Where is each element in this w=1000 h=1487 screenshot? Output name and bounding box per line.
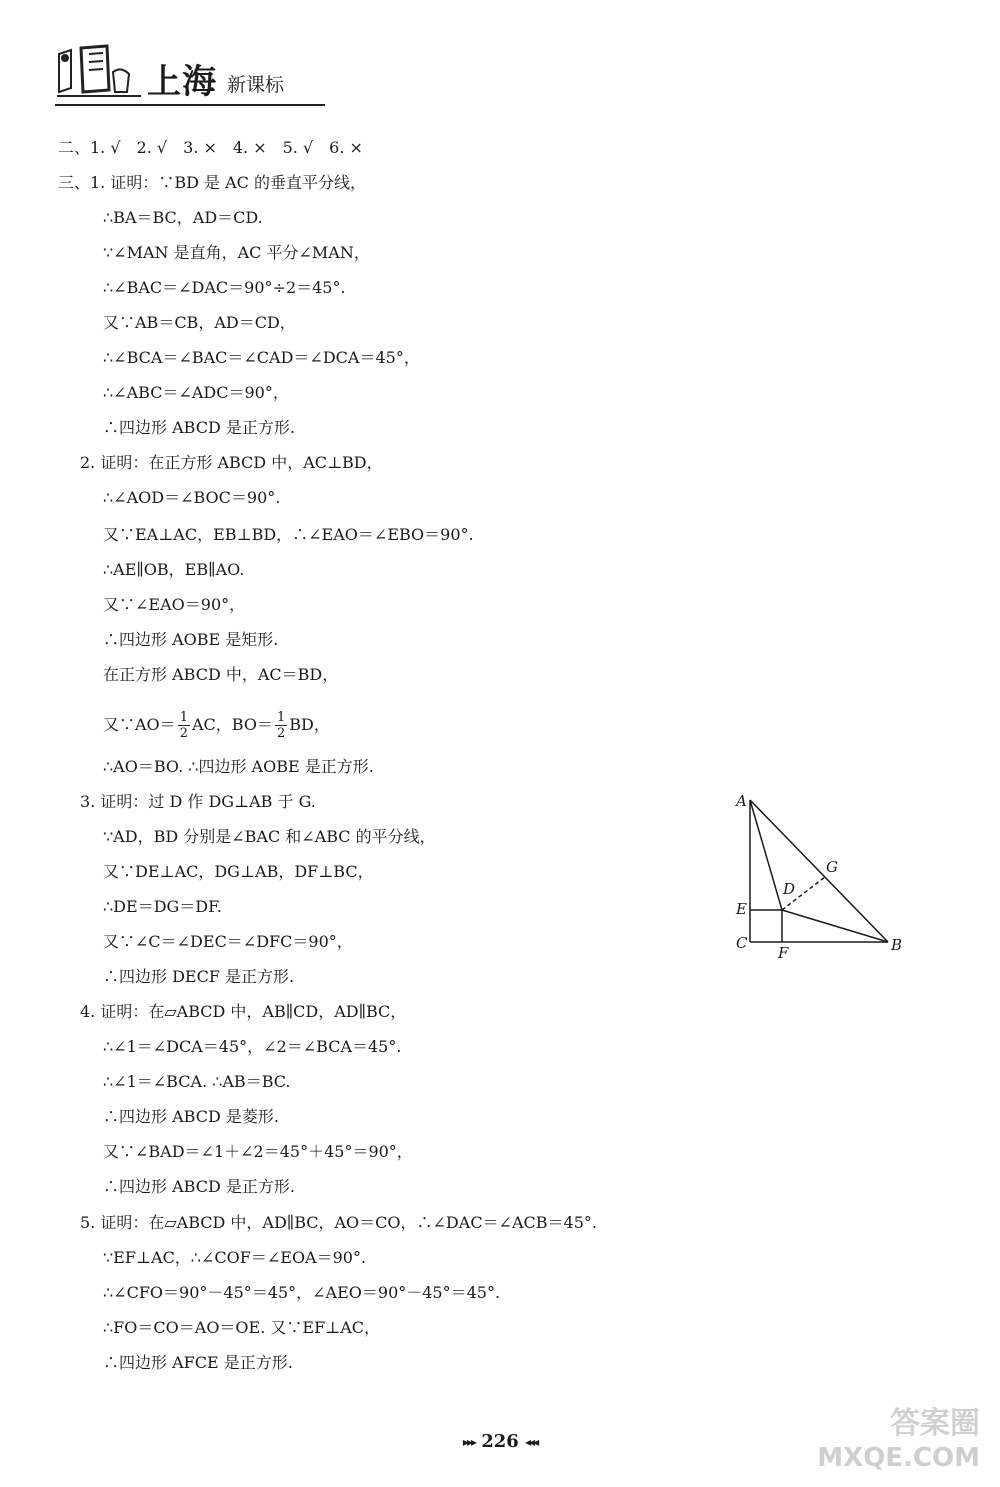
q1-line-4: ∴∠BAC＝∠DAC＝90°÷2＝45°.: [103, 278, 346, 297]
q2-line-8: [103, 706, 330, 744]
q3-line-3: 又∵DE⊥AC，DG⊥AB，DF⊥BC，: [103, 862, 374, 881]
triangle-geometry-figure: [730, 790, 910, 960]
q2-line-7: 在正方形 ABCD 中，AC＝BD，: [103, 665, 339, 684]
label-G: G: [826, 858, 838, 876]
q2-line-5: 又∵∠EAO＝90°，: [103, 595, 246, 614]
q5-line-3: ∴∠CFO＝90°－45°＝45°，∠AEO＝90°－45°＝45°.: [103, 1283, 501, 1302]
label-C: C: [736, 934, 748, 952]
label-B: B: [891, 936, 903, 954]
label-D: D: [783, 880, 796, 898]
q3-line-4: ∴DE＝DG＝DF.: [103, 897, 222, 916]
fraction-denominator: 2: [276, 726, 286, 741]
fraction-denominator: 2: [179, 726, 188, 741]
fraction-numerator: 1: [276, 710, 286, 725]
q5-line-4: ∴FO＝CO＝AO＝OE. 又∵EF⊥AC，: [103, 1318, 381, 1337]
q1-line-1: 三、1. 证明：∵BD 是 AC 的垂直平分线，: [58, 173, 366, 192]
label-F: F: [778, 944, 789, 960]
arrow-right-icon: ▸▸▸: [462, 1435, 475, 1449]
q3-line-2: ∵AD，BD 分别是∠BAC 和∠ABC 的平分线，: [103, 827, 436, 846]
q2-line-4: ∴AE∥OB，EB∥AO.: [103, 560, 245, 579]
reading-figure-icon: [55, 44, 145, 100]
q2-line-1: 2. 证明：在正方形 ABCD 中，AC⊥BD，: [80, 453, 383, 472]
q3-line-6: ∴四边形 DECF 是正方形.: [103, 967, 295, 986]
section2-answers: 二、1. √ 2. √ 3. × 4. × 5. √ 6. ×: [58, 138, 363, 157]
label-E: E: [736, 900, 747, 918]
q2-line-8-part-a: 又∵AO＝: [103, 715, 176, 734]
q1-line-6: ∴∠BCA＝∠BAC＝∠CAD＝∠DCA＝45°，: [103, 348, 420, 367]
watermark-url: MXQE.COM: [817, 1443, 980, 1473]
brand-subtitle: 新课标: [227, 74, 285, 96]
q4-line-4: ∴四边形 ABCD 是菱形.: [103, 1107, 279, 1126]
q2-line-2: ∴∠AOD＝∠BOC＝90°.: [103, 488, 281, 507]
q1-line-3: ∵∠MAN 是直角，AC 平分∠MAN，: [103, 243, 370, 262]
label-A: A: [736, 792, 747, 810]
fraction-numerator: 1: [179, 710, 188, 725]
brand-title: 上海: [147, 62, 217, 102]
page-header: [55, 40, 325, 110]
q1-line-7: ∴∠ABC＝∠ADC＝90°，: [103, 383, 289, 402]
q2-line-6: ∴四边形 AOBE 是矩形.: [103, 630, 279, 649]
q5-line-1: 5. 证明：在▱ABCD 中，AD∥BC，AO＝CO，∴∠DAC＝∠ACB＝45°.: [80, 1213, 597, 1232]
q4-line-3: ∴∠1＝∠BCA. ∴AB＝BC.: [103, 1072, 291, 1091]
q4-line-6: ∴四边形 ABCD 是正方形.: [103, 1177, 295, 1196]
q5-line-5: ∴四边形 AFCE 是正方形.: [103, 1353, 293, 1372]
q2-line-8-part-b: AC，BO＝: [191, 715, 273, 734]
q4-line-2: ∴∠1＝∠DCA＝45°，∠2＝∠BCA＝45°.: [103, 1037, 402, 1056]
fraction-one-half-2: [275, 710, 287, 741]
header-divider: [55, 104, 325, 106]
fraction-one-half: [178, 710, 190, 741]
q4-line-5: 又∵∠BAD＝∠1＋∠2＝45°＋45°＝90°，: [103, 1142, 413, 1161]
q1-line-5: 又∵AB＝CB，AD＝CD，: [103, 313, 296, 332]
q1-line-8: ∴四边形 ABCD 是正方形.: [103, 418, 295, 437]
q2-line-8-part-c: BD，: [289, 715, 330, 734]
watermark-logo-text: 答案圈: [890, 1406, 980, 1441]
q3-line-1: 3. 证明：过 D 作 DG⊥AB 于 G.: [80, 792, 316, 811]
site-watermark: [817, 1407, 980, 1475]
q2-line-9: ∴AO＝BO. ∴四边形 AOBE 是正方形.: [103, 757, 374, 776]
q3-line-5: 又∵∠C＝∠DEC＝∠DFC＝90°，: [103, 932, 353, 951]
q1-line-2: ∴BA＝BC，AD＝CD.: [103, 208, 263, 227]
q4-line-1: 4. 证明：在▱ABCD 中，AB∥CD，AD∥BC，: [80, 1002, 407, 1021]
q2-line-3: 又∵EA⊥AC，EB⊥BD，∴∠EAO＝∠EBO＝90°.: [103, 525, 474, 544]
q5-line-2: ∵EF⊥AC，∴∠COF＝∠EOA＝90°.: [103, 1248, 367, 1267]
arrow-left-icon: ◂◂◂: [525, 1435, 538, 1449]
page-number: 226: [481, 1431, 519, 1452]
